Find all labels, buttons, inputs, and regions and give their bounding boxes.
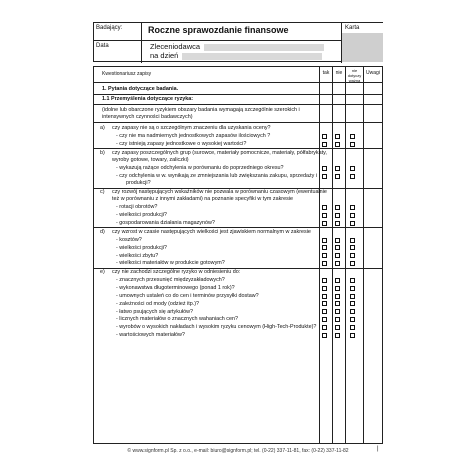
checkbox-tak[interactable] xyxy=(322,245,327,250)
page-mark: | xyxy=(377,446,379,452)
checkbox-tak[interactable] xyxy=(322,205,327,210)
checkbox-nie[interactable] xyxy=(335,142,340,147)
checkbox-tak[interactable] xyxy=(322,261,327,266)
checkbox-tak[interactable] xyxy=(322,333,327,338)
checkbox-nie[interactable] xyxy=(335,333,340,338)
question-item: - czy istnieją zapasy jednostkowe o wysokiej wartości? xyxy=(116,141,247,147)
checkbox-tak[interactable] xyxy=(322,174,327,179)
date-field[interactable] xyxy=(182,53,322,60)
question-text: czy zapasy poszczególnych grup (surowce, materiały pomocnicze, materiały, półfabrykaty, xyxy=(112,149,327,156)
checkbox-nie[interactable] xyxy=(335,134,340,139)
client-block xyxy=(142,41,342,63)
question-item: - umownych ustaleń co do cen i terminów przysyłki dostaw? xyxy=(116,293,259,299)
checkbox-nie-dotyczy[interactable] xyxy=(350,134,355,139)
form-header xyxy=(93,22,383,62)
question-item: - kosztów? xyxy=(116,237,142,243)
karta-box xyxy=(342,23,384,63)
checkbox-nie-dotyczy[interactable] xyxy=(350,142,355,147)
client-field[interactable] xyxy=(204,44,324,51)
checkbox-nie[interactable] xyxy=(335,174,340,179)
question-letter: a) xyxy=(100,125,105,131)
checkbox-tak[interactable] xyxy=(322,142,327,147)
checkbox-nie[interactable] xyxy=(335,278,340,283)
column-header xyxy=(93,66,383,83)
question-text: też w porównaniu z innymi zakładami) na poznanie specyfiki w tym zakresie xyxy=(112,196,293,203)
checkbox-nie-dotyczy[interactable] xyxy=(350,309,355,314)
question-text: czy rozwój następujących wskaźników nie pozwala w porównaniu czasowym (ewentualnie xyxy=(112,189,327,195)
question-item: - czy odchylenia w w. wynikają ze zmniejszania lub zwiększania zakupu, sprzedaży i xyxy=(116,173,318,179)
column-question: Kwestionariusz zapisy xyxy=(102,71,152,77)
subsection-title: 1.1 Przemyślenia dotyczące ryzyka: xyxy=(102,96,194,102)
form-page xyxy=(93,22,383,462)
checkbox-nie-dotyczy[interactable] xyxy=(350,166,355,171)
question-item: - wyrobów o wysokich nakładach i wysokim ryzyku cenowym (High-Tech-Produkte)? xyxy=(116,324,317,331)
checkbox-nie-dotyczy[interactable] xyxy=(350,205,355,210)
checkbox-tak[interactable] xyxy=(322,238,327,243)
checkbox-nie[interactable] xyxy=(335,221,340,226)
checkbox-nie[interactable] xyxy=(335,205,340,210)
checkbox-nie-dotyczy[interactable] xyxy=(350,286,355,291)
checkbox-nie-dotyczy[interactable] xyxy=(350,253,355,258)
checkbox-nie-dotyczy[interactable] xyxy=(350,221,355,226)
checkbox-tak[interactable] xyxy=(322,278,327,283)
checkbox-nie[interactable] xyxy=(335,301,340,306)
karta-label: Karta xyxy=(345,25,360,31)
checkbox-nie-dotyczy[interactable] xyxy=(350,174,355,179)
checkbox-nie[interactable] xyxy=(335,309,340,314)
question-letter: d) xyxy=(100,228,105,235)
checkbox-tak[interactable] xyxy=(322,286,327,291)
checkbox-nie-dotyczy[interactable] xyxy=(350,213,355,218)
question-text: czy wzrost w czasie następujących wielkości jest zjawiskiem normalnym w zakresie xyxy=(112,228,311,235)
checkbox-nie-dotyczy[interactable] xyxy=(350,333,355,338)
checkbox-nie[interactable] xyxy=(335,294,340,299)
question-item: - wielkości produkcji? xyxy=(116,212,167,219)
checkbox-tak[interactable] xyxy=(322,166,327,171)
footer: © www.signform.pl Sp. z o.o., e-mail: biuro@signform.pl; tel. (0-22) 337-11-81, fax: (0-22) 337-11-82 xyxy=(127,448,349,454)
question-text: czy nie zachodzi szczególne ryzyko w odniesieniu do: xyxy=(112,269,241,276)
checkbox-nie-dotyczy[interactable] xyxy=(350,325,355,330)
checkbox-tak[interactable] xyxy=(322,213,327,218)
question-item: - zależności od mody (odzież itp.)? xyxy=(116,300,199,307)
checkbox-nie-dotyczy[interactable] xyxy=(350,238,355,243)
question-letter: c) xyxy=(100,189,105,195)
checkbox-nie[interactable] xyxy=(335,245,340,250)
checkbox-nie[interactable] xyxy=(335,317,340,322)
page-title: Roczne sprawozdanie finansowe xyxy=(142,23,342,41)
checkbox-nie[interactable] xyxy=(335,286,340,291)
checkbox-tak[interactable] xyxy=(322,253,327,258)
badajacy-label: Badający: xyxy=(94,23,142,41)
checkbox-tak[interactable] xyxy=(322,134,327,139)
column-nie: nie xyxy=(332,67,345,82)
checkbox-tak[interactable] xyxy=(322,294,327,299)
question-item: - licznych materiałów o znacznych wahaniach cen? xyxy=(116,316,238,323)
intro-line: intensywnych czynności badawczych) xyxy=(102,114,193,120)
checkbox-tak[interactable] xyxy=(322,309,327,314)
checkbox-nie[interactable] xyxy=(335,261,340,266)
intro-line: (idolne lub obarczone ryzykiem obszary badania wymagają szczególnie szerokich i xyxy=(102,107,300,113)
checkbox-nie[interactable] xyxy=(335,325,340,330)
question-item: - wykazują rażące odchylenia w porównaniu do poprzedniego okresu? xyxy=(116,165,284,172)
column-tak: tak xyxy=(319,67,332,82)
checkbox-nie[interactable] xyxy=(335,166,340,171)
questionnaire-body xyxy=(93,83,383,444)
question-item: produkcji? xyxy=(126,180,151,187)
question-item: - wykonawstwa długoterminowego (ponad 1 rok)? xyxy=(116,285,235,292)
question-text: wyroby gotowe, towary, zaliczki) xyxy=(112,157,189,163)
question-item: - wielkości materiałów w produkcie gotowym? xyxy=(116,260,225,267)
question-item: - czy nie ma nadmiernych jednostkowych zapasów ilościowych ? xyxy=(116,133,271,140)
column-nie-dotyczy: nie dotyczy ważna xyxy=(345,67,363,82)
question-item: - rotacji obrotów? xyxy=(116,204,158,211)
question-letter: e) xyxy=(100,269,105,276)
checkbox-nie-dotyczy[interactable] xyxy=(350,245,355,250)
question-text: czy zapasy nie są o szczególnym znaczeniu dla uzyskania oceny? xyxy=(112,125,271,131)
checkbox-nie[interactable] xyxy=(335,238,340,243)
checkbox-tak[interactable] xyxy=(322,221,327,226)
checkbox-nie-dotyczy[interactable] xyxy=(350,301,355,306)
data-label: Data xyxy=(94,41,142,63)
checkbox-nie-dotyczy[interactable] xyxy=(350,317,355,322)
checkbox-nie-dotyczy[interactable] xyxy=(350,294,355,299)
question-item: - łatwo psujących się artykułów? xyxy=(116,308,193,315)
question-item: - wielkości produkcji? xyxy=(116,244,167,251)
question-item: - gospodarowania działania magazynów? xyxy=(116,220,215,226)
karta-field[interactable] xyxy=(342,33,383,62)
question-item: - wielkości zbytu? xyxy=(116,252,159,259)
question-item: - znacznych przesunięć międzyzakładowych? xyxy=(116,277,225,284)
checkbox-nie[interactable] xyxy=(335,213,340,218)
checkbox-tak[interactable] xyxy=(322,317,327,322)
checkbox-nie-dotyczy[interactable] xyxy=(350,261,355,266)
question-item: - wartościowych materiałów? xyxy=(116,332,185,338)
checkbox-tak[interactable] xyxy=(322,325,327,330)
question-letter: b) xyxy=(100,149,105,156)
date-label: na dzień xyxy=(150,51,179,60)
checkbox-nie[interactable] xyxy=(335,253,340,258)
section-title: 1. Pytania dotyczące badania. xyxy=(102,86,179,92)
checkbox-nie-dotyczy[interactable] xyxy=(350,278,355,283)
client-label: Zleceniodawca xyxy=(150,42,201,51)
column-uwagi: Uwagi xyxy=(363,67,382,82)
checkbox-tak[interactable] xyxy=(322,301,327,306)
